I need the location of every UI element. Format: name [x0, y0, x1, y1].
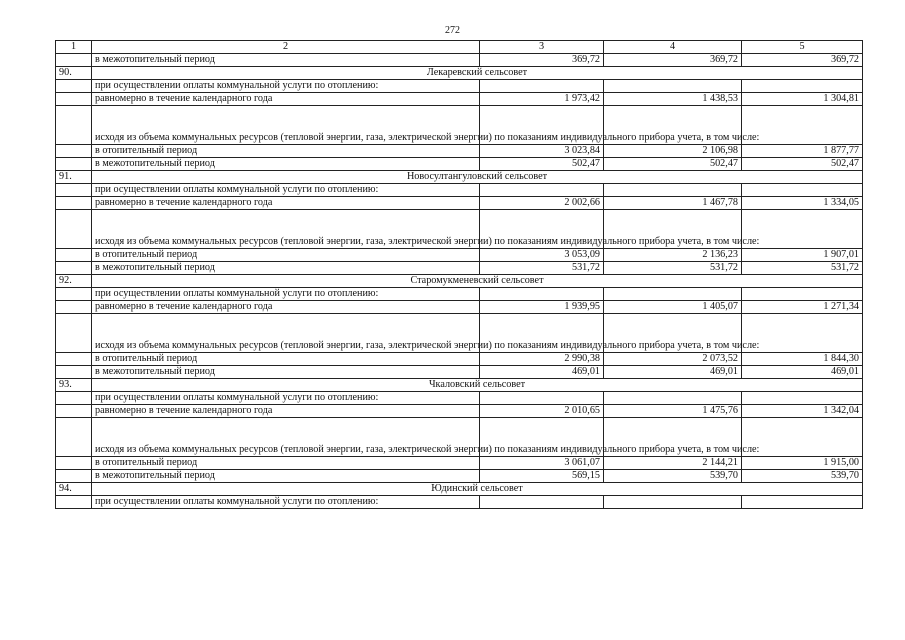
value-cell [480, 80, 604, 93]
number-cell [56, 392, 92, 405]
table-row [56, 145, 863, 158]
value-cell: 2 073,52 [604, 353, 742, 366]
value-cell: 531,72 [480, 262, 604, 275]
label-cell: равномерно в течение календарного года [92, 405, 480, 418]
table-row [56, 106, 863, 145]
number-cell [56, 158, 92, 171]
value-cell: 2 990,38 [480, 353, 604, 366]
value-cell: 369,72 [742, 54, 863, 67]
number-cell [56, 405, 92, 418]
value-cell: 539,70 [604, 470, 742, 483]
value-cell: 1 467,78 [604, 197, 742, 210]
value-cell: 1 304,81 [742, 93, 863, 106]
value-cell: 1 973,42 [480, 93, 604, 106]
label-cell: равномерно в течение календарного года [92, 197, 480, 210]
value-cell: 3 023,84 [480, 145, 604, 158]
number-cell [56, 366, 92, 379]
value-cell [480, 392, 604, 405]
label-cell: при осуществлении оплаты коммунальной услуги по отоплению: [92, 496, 480, 509]
value-cell: 539,70 [742, 470, 863, 483]
section-number: 92. [56, 275, 92, 288]
value-cell [742, 210, 863, 249]
label-cell: исходя из объема коммунальных ресурсов (тепловой энергии, газа, электрической энергии) по показаниям индивидуального прибора учета, в том числе: [92, 418, 480, 457]
number-cell [56, 184, 92, 197]
table-row [56, 301, 863, 314]
number-cell [56, 314, 92, 353]
header-row [56, 41, 863, 54]
section-number: 91. [56, 171, 92, 184]
value-cell: 1 405,07 [604, 301, 742, 314]
value-cell: 502,47 [742, 158, 863, 171]
section-header-row [56, 171, 863, 184]
header-cell: 1 [56, 41, 92, 54]
label-cell: в отопительный период [92, 249, 480, 262]
label-cell: исходя из объема коммунальных ресурсов (тепловой энергии, газа, электрической энергии) по показаниям индивидуального прибора учета, в том числе: [92, 314, 480, 353]
label-cell: в межотопительный период [92, 366, 480, 379]
label-cell: в отопительный период [92, 145, 480, 158]
section-name: Лекаревский сельсовет [92, 67, 863, 80]
value-cell: 1 334,05 [742, 197, 863, 210]
value-cell [604, 288, 742, 301]
value-cell: 1 907,01 [742, 249, 863, 262]
table-row [56, 457, 863, 470]
table-row [56, 210, 863, 249]
label-cell: исходя из объема коммунальных ресурсов (тепловой энергии, газа, электрической энергии) по показаниям индивидуального прибора учета, в том числе: [92, 106, 480, 145]
value-cell: 1 844,30 [742, 353, 863, 366]
value-cell [742, 314, 863, 353]
header-cell: 4 [604, 41, 742, 54]
label-cell: в межотопительный период [92, 470, 480, 483]
value-cell: 2 144,21 [604, 457, 742, 470]
table-row [56, 184, 863, 197]
table-row [56, 470, 863, 483]
value-cell [742, 496, 863, 509]
section-number: 94. [56, 483, 92, 496]
number-cell [56, 457, 92, 470]
value-cell: 369,72 [604, 54, 742, 67]
section-name: Чкаловский сельсовет [92, 379, 863, 392]
section-name: Старомукменевский сельсовет [92, 275, 863, 288]
value-cell [742, 418, 863, 457]
value-cell: 502,47 [604, 158, 742, 171]
table-row [56, 197, 863, 210]
table-row [56, 405, 863, 418]
value-cell: 2 106,98 [604, 145, 742, 158]
section-name: Новосултангуловский сельсовет [92, 171, 863, 184]
value-cell: 569,15 [480, 470, 604, 483]
value-cell: 3 061,07 [480, 457, 604, 470]
tariff-table-body [56, 41, 863, 509]
table-row [56, 54, 863, 67]
section-number: 90. [56, 67, 92, 80]
table-row [56, 158, 863, 171]
number-cell [56, 288, 92, 301]
table-row [56, 392, 863, 405]
value-cell: 1 271,34 [742, 301, 863, 314]
table-row [56, 93, 863, 106]
tariff-table [55, 40, 863, 509]
value-cell [480, 496, 604, 509]
label-cell: равномерно в течение календарного года [92, 93, 480, 106]
value-cell: 1 877,77 [742, 145, 863, 158]
label-cell: в межотопительный период [92, 158, 480, 171]
number-cell [56, 470, 92, 483]
label-cell: в отопительный период [92, 353, 480, 366]
value-cell: 469,01 [742, 366, 863, 379]
value-cell: 2 002,66 [480, 197, 604, 210]
value-cell: 1 475,76 [604, 405, 742, 418]
value-cell: 502,47 [480, 158, 604, 171]
table-row [56, 366, 863, 379]
table-row [56, 249, 863, 262]
table-row [56, 418, 863, 457]
table-row [56, 80, 863, 93]
table-row [56, 314, 863, 353]
label-cell: в межотопительный период [92, 54, 480, 67]
section-number: 93. [56, 379, 92, 392]
section-name: Юдинский сельсовет [92, 483, 863, 496]
label-cell: в отопительный период [92, 457, 480, 470]
number-cell [56, 197, 92, 210]
value-cell [604, 184, 742, 197]
value-cell: 2 136,23 [604, 249, 742, 262]
label-cell: при осуществлении оплаты коммунальной услуги по отоплению: [92, 80, 480, 93]
value-cell [742, 80, 863, 93]
label-cell: равномерно в течение календарного года [92, 301, 480, 314]
value-cell [480, 184, 604, 197]
header-cell: 2 [92, 41, 480, 54]
value-cell: 1 939,95 [480, 301, 604, 314]
value-cell: 531,72 [742, 262, 863, 275]
page-number: 272 [445, 25, 460, 36]
header-cell: 3 [480, 41, 604, 54]
number-cell [56, 353, 92, 366]
section-header-row [56, 275, 863, 288]
table-row [56, 353, 863, 366]
value-cell [604, 80, 742, 93]
number-cell [56, 418, 92, 457]
header-cell: 5 [742, 41, 863, 54]
table-row [56, 288, 863, 301]
table-row [56, 262, 863, 275]
value-cell [604, 392, 742, 405]
number-cell [56, 145, 92, 158]
value-cell: 1 915,00 [742, 457, 863, 470]
value-cell [742, 184, 863, 197]
number-cell [56, 301, 92, 314]
label-cell: при осуществлении оплаты коммунальной услуги по отоплению: [92, 392, 480, 405]
number-cell [56, 249, 92, 262]
section-header-row [56, 67, 863, 80]
number-cell [56, 210, 92, 249]
number-cell [56, 93, 92, 106]
number-cell [56, 262, 92, 275]
value-cell [742, 392, 863, 405]
value-cell: 369,72 [480, 54, 604, 67]
number-cell [56, 54, 92, 67]
value-cell [742, 106, 863, 145]
section-header-row [56, 483, 863, 496]
label-cell: исходя из объема коммунальных ресурсов (тепловой энергии, газа, электрической энергии) по показаниям индивидуального прибора учета, в том числе: [92, 210, 480, 249]
value-cell: 1 438,53 [604, 93, 742, 106]
value-cell: 3 053,09 [480, 249, 604, 262]
value-cell: 469,01 [604, 366, 742, 379]
number-cell [56, 80, 92, 93]
label-cell: в межотопительный период [92, 262, 480, 275]
value-cell: 1 342,04 [742, 405, 863, 418]
section-header-row [56, 379, 863, 392]
number-cell [56, 106, 92, 145]
value-cell: 531,72 [604, 262, 742, 275]
value-cell [604, 496, 742, 509]
label-cell: при осуществлении оплаты коммунальной услуги по отоплению: [92, 288, 480, 301]
table-row [56, 496, 863, 509]
value-cell: 2 010,65 [480, 405, 604, 418]
value-cell: 469,01 [480, 366, 604, 379]
number-cell [56, 496, 92, 509]
value-cell [742, 288, 863, 301]
value-cell [480, 288, 604, 301]
label-cell: при осуществлении оплаты коммунальной услуги по отоплению: [92, 184, 480, 197]
